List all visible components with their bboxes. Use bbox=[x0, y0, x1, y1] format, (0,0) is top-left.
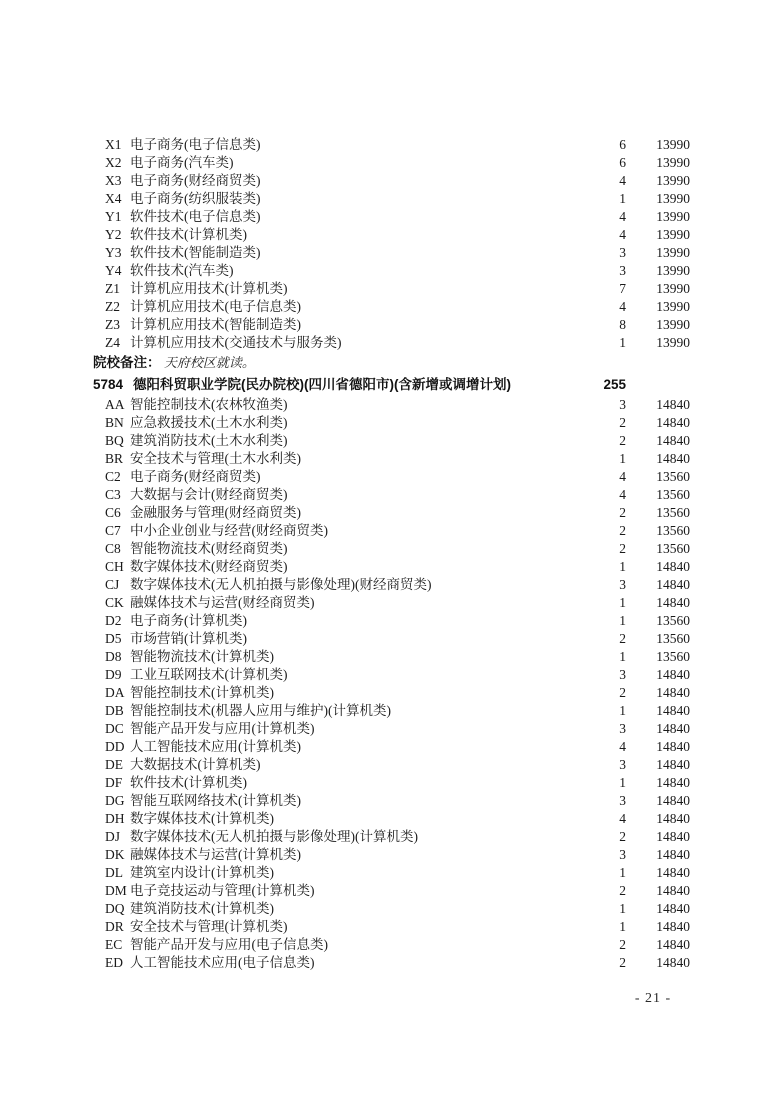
major-rows-continued bbox=[105, 136, 690, 352]
major-code: Z2 bbox=[105, 299, 120, 314]
plan-count: 6 bbox=[619, 137, 626, 152]
major-code: DC bbox=[105, 721, 124, 736]
plan-count: 3 bbox=[619, 577, 626, 592]
college-header-spacer bbox=[626, 375, 690, 395]
major-row bbox=[105, 432, 690, 450]
major-row bbox=[105, 316, 690, 334]
tuition-fee: 14840 bbox=[656, 793, 690, 808]
plan-count: 4 bbox=[619, 173, 626, 188]
major-name: 电子商务(财经商贸类) bbox=[130, 173, 261, 188]
tuition-fee: 13560 bbox=[656, 523, 690, 538]
college-note bbox=[93, 353, 690, 372]
plan-count: 1 bbox=[619, 649, 626, 664]
tuition-fee: 13560 bbox=[656, 613, 690, 628]
plan-count: 2 bbox=[619, 883, 626, 898]
plan-count: 2 bbox=[619, 955, 626, 970]
major-row bbox=[105, 828, 690, 846]
major-code: D8 bbox=[105, 649, 122, 664]
major-name: 软件技术(电子信息类) bbox=[130, 209, 261, 224]
major-code: DE bbox=[105, 757, 123, 772]
major-row bbox=[105, 900, 690, 918]
major-code: Y2 bbox=[105, 227, 122, 242]
major-name: 应急救援技术(土木水利类) bbox=[130, 415, 288, 430]
plan-count: 3 bbox=[619, 721, 626, 736]
major-code: X3 bbox=[105, 173, 122, 188]
tuition-fee: 13560 bbox=[656, 631, 690, 646]
plan-section-college-5784 bbox=[93, 375, 690, 972]
major-row bbox=[105, 918, 690, 936]
major-code: Z1 bbox=[105, 281, 120, 296]
plan-count: 6 bbox=[619, 155, 626, 170]
plan-count: 1 bbox=[619, 613, 626, 628]
major-code: C3 bbox=[105, 487, 121, 502]
major-name: 安全技术与管理(计算机类) bbox=[130, 919, 288, 934]
major-row bbox=[105, 190, 690, 208]
major-row bbox=[105, 208, 690, 226]
major-name: 建筑室内设计(计算机类) bbox=[130, 865, 274, 880]
tuition-fee: 13990 bbox=[656, 317, 690, 332]
tuition-fee: 13990 bbox=[656, 263, 690, 278]
tuition-fee: 14840 bbox=[656, 685, 690, 700]
plan-count: 2 bbox=[619, 829, 626, 844]
plan-count: 4 bbox=[619, 487, 626, 502]
major-name: 安全技术与管理(土木水利类) bbox=[130, 451, 301, 466]
major-name: 智能控制技术(计算机类) bbox=[130, 685, 274, 700]
tuition-fee: 14840 bbox=[656, 667, 690, 682]
plan-count: 1 bbox=[619, 595, 626, 610]
major-code: BR bbox=[105, 451, 124, 466]
tuition-fee: 13560 bbox=[656, 469, 690, 484]
major-row bbox=[105, 334, 690, 352]
major-code: DF bbox=[105, 775, 123, 790]
plan-count: 2 bbox=[619, 541, 626, 556]
plan-count: 4 bbox=[619, 209, 626, 224]
plan-count: 3 bbox=[619, 757, 626, 772]
plan-count: 2 bbox=[619, 415, 626, 430]
tuition-fee: 13990 bbox=[656, 227, 690, 242]
tuition-fee: 14840 bbox=[656, 721, 690, 736]
major-name: 数字媒体技术(财经商贸类) bbox=[130, 559, 288, 574]
major-row bbox=[105, 684, 690, 702]
plan-count: 1 bbox=[619, 901, 626, 916]
plan-count: 7 bbox=[619, 281, 626, 296]
plan-count: 3 bbox=[619, 397, 626, 412]
major-name: 电子商务(纺织服装类) bbox=[130, 191, 261, 206]
major-code: DJ bbox=[105, 829, 121, 844]
tuition-fee: 14840 bbox=[656, 865, 690, 880]
tuition-fee: 14840 bbox=[656, 451, 690, 466]
major-name: 中小企业创业与经营(财经商贸类) bbox=[130, 523, 328, 538]
major-code: DG bbox=[105, 793, 125, 808]
major-code: X1 bbox=[105, 137, 122, 152]
tuition-fee: 13990 bbox=[656, 299, 690, 314]
major-row bbox=[105, 450, 690, 468]
major-name: 建筑消防技术(计算机类) bbox=[130, 901, 274, 916]
plan-count: 1 bbox=[619, 703, 626, 718]
tuition-fee: 13990 bbox=[656, 155, 690, 170]
tuition-fee: 14840 bbox=[656, 739, 690, 754]
tuition-fee: 14840 bbox=[656, 595, 690, 610]
major-name: 计算机应用技术(电子信息类) bbox=[130, 299, 301, 314]
college-code: 5784 bbox=[93, 377, 124, 392]
plan-count: 1 bbox=[619, 559, 626, 574]
tuition-fee: 13990 bbox=[656, 335, 690, 350]
major-code: CJ bbox=[105, 577, 120, 592]
major-row bbox=[105, 612, 690, 630]
major-code: Z3 bbox=[105, 317, 120, 332]
plan-table bbox=[93, 136, 690, 972]
major-code: C7 bbox=[105, 523, 121, 538]
major-name: 智能产品开发与应用(计算机类) bbox=[130, 721, 315, 736]
plan-count: 2 bbox=[619, 523, 626, 538]
plan-count: 2 bbox=[619, 433, 626, 448]
major-code: D2 bbox=[105, 613, 122, 628]
major-name: 人工智能技术应用(电子信息类) bbox=[130, 955, 315, 970]
tuition-fee: 13560 bbox=[656, 487, 690, 502]
tuition-fee: 14840 bbox=[656, 811, 690, 826]
major-code: X4 bbox=[105, 191, 122, 206]
major-row bbox=[105, 226, 690, 244]
major-name: 大数据与会计(财经商贸类) bbox=[130, 487, 288, 502]
major-row bbox=[105, 954, 690, 972]
major-code: DA bbox=[105, 685, 125, 700]
major-row bbox=[105, 540, 690, 558]
tuition-fee: 13560 bbox=[656, 541, 690, 556]
major-row bbox=[105, 136, 690, 154]
plan-count: 8 bbox=[619, 317, 626, 332]
plan-count: 4 bbox=[619, 227, 626, 242]
major-name: 融媒体技术与运营(财经商贸类) bbox=[130, 595, 315, 610]
major-code: C2 bbox=[105, 469, 121, 484]
major-row bbox=[105, 756, 690, 774]
tuition-fee: 14840 bbox=[656, 703, 690, 718]
plan-count: 3 bbox=[619, 263, 626, 278]
major-name: 智能控制技术(机器人应用与维护)(计算机类) bbox=[130, 703, 391, 718]
college-total-count: 255 bbox=[603, 377, 626, 392]
major-code: DQ bbox=[105, 901, 125, 916]
tuition-fee: 14840 bbox=[656, 775, 690, 790]
major-code: Z4 bbox=[105, 335, 120, 350]
major-row bbox=[105, 414, 690, 432]
major-name: 大数据技术(计算机类) bbox=[130, 757, 261, 772]
major-name: 人工智能技术应用(计算机类) bbox=[130, 739, 301, 754]
major-name: 数字媒体技术(计算机类) bbox=[130, 811, 274, 826]
plan-count: 1 bbox=[619, 919, 626, 934]
major-name: 计算机应用技术(计算机类) bbox=[130, 281, 288, 296]
tuition-fee: 13560 bbox=[656, 649, 690, 664]
major-name: 电子商务(电子信息类) bbox=[130, 137, 261, 152]
plan-count: 1 bbox=[619, 335, 626, 350]
major-row bbox=[105, 280, 690, 298]
major-row bbox=[105, 738, 690, 756]
college-note-text: 天府校区就读。 bbox=[163, 355, 255, 370]
plan-count: 1 bbox=[619, 865, 626, 880]
major-code: CH bbox=[105, 559, 124, 574]
plan-count: 1 bbox=[619, 191, 626, 206]
plan-count: 3 bbox=[619, 667, 626, 682]
major-row bbox=[105, 702, 690, 720]
tuition-fee: 14840 bbox=[656, 397, 690, 412]
major-name: 数字媒体技术(无人机拍摄与影像处理)(财经商贸类) bbox=[130, 577, 432, 592]
major-row bbox=[105, 846, 690, 864]
plan-count: 3 bbox=[619, 793, 626, 808]
major-name: 智能物流技术(计算机类) bbox=[130, 649, 274, 664]
major-name: 软件技术(汽车类) bbox=[130, 263, 234, 278]
tuition-fee: 14840 bbox=[656, 919, 690, 934]
major-row bbox=[105, 936, 690, 954]
major-code: X2 bbox=[105, 155, 122, 170]
major-name: 智能物流技术(财经商贸类) bbox=[130, 541, 288, 556]
major-row bbox=[105, 504, 690, 522]
major-code: Y1 bbox=[105, 209, 122, 224]
major-row bbox=[105, 172, 690, 190]
major-name: 软件技术(计算机类) bbox=[130, 775, 247, 790]
plan-count: 2 bbox=[619, 631, 626, 646]
tuition-fee: 14840 bbox=[656, 955, 690, 970]
tuition-fee: 14840 bbox=[656, 937, 690, 952]
major-code: Y4 bbox=[105, 263, 122, 278]
page-number: - 21 - bbox=[634, 991, 672, 1006]
major-name: 计算机应用技术(智能制造类) bbox=[130, 317, 301, 332]
major-code: BN bbox=[105, 415, 124, 430]
major-code: DB bbox=[105, 703, 124, 718]
major-row bbox=[105, 522, 690, 540]
major-name: 计算机应用技术(交通技术与服务类) bbox=[130, 335, 342, 350]
tuition-fee: 14840 bbox=[656, 577, 690, 592]
major-code: ED bbox=[105, 955, 123, 970]
major-row bbox=[105, 468, 690, 486]
major-row bbox=[105, 666, 690, 684]
major-code: EC bbox=[105, 937, 123, 952]
plan-count: 2 bbox=[619, 505, 626, 520]
major-name: 智能控制技术(农林牧渔类) bbox=[130, 397, 288, 412]
major-name: 电子商务(汽车类) bbox=[130, 155, 234, 170]
tuition-fee: 14840 bbox=[656, 433, 690, 448]
major-row bbox=[105, 864, 690, 882]
tuition-fee: 13990 bbox=[656, 245, 690, 260]
plan-count: 3 bbox=[619, 245, 626, 260]
tuition-fee: 13990 bbox=[656, 209, 690, 224]
tuition-fee: 13990 bbox=[656, 281, 690, 296]
major-code: Y3 bbox=[105, 245, 122, 260]
plan-count: 4 bbox=[619, 299, 626, 314]
major-name: 工业互联网技术(计算机类) bbox=[130, 667, 288, 682]
plan-section-continued bbox=[93, 136, 690, 372]
major-code: DR bbox=[105, 919, 124, 934]
major-row bbox=[105, 154, 690, 172]
major-name: 市场营销(计算机类) bbox=[130, 631, 247, 646]
major-code: DM bbox=[105, 883, 127, 898]
major-row bbox=[105, 810, 690, 828]
college-name: 德阳科贸职业学院(民办院校)(四川省德阳市)(含新增或调增计划) bbox=[133, 377, 511, 392]
major-name: 软件技术(智能制造类) bbox=[130, 245, 261, 260]
plan-count: 4 bbox=[619, 811, 626, 826]
tuition-fee: 13990 bbox=[656, 191, 690, 206]
major-row bbox=[105, 882, 690, 900]
major-row bbox=[105, 244, 690, 262]
tuition-fee: 14840 bbox=[656, 757, 690, 772]
major-code: C6 bbox=[105, 505, 121, 520]
tuition-fee: 13990 bbox=[656, 137, 690, 152]
major-code: C8 bbox=[105, 541, 121, 556]
major-row bbox=[105, 298, 690, 316]
major-code: D5 bbox=[105, 631, 122, 646]
major-name: 建筑消防技术(土木水利类) bbox=[130, 433, 288, 448]
major-row bbox=[105, 792, 690, 810]
major-name: 智能互联网络技术(计算机类) bbox=[130, 793, 301, 808]
tuition-fee: 13560 bbox=[656, 505, 690, 520]
major-code: DL bbox=[105, 865, 123, 880]
major-code: DH bbox=[105, 811, 125, 826]
major-code: DK bbox=[105, 847, 125, 862]
college-note-label: 院校备注： bbox=[93, 355, 161, 370]
tuition-fee: 14840 bbox=[656, 883, 690, 898]
major-row bbox=[105, 630, 690, 648]
major-row bbox=[105, 486, 690, 504]
major-row bbox=[105, 262, 690, 280]
major-code: BQ bbox=[105, 433, 124, 448]
major-name: 电子竞技运动与管理(计算机类) bbox=[130, 883, 315, 898]
major-code: AA bbox=[105, 397, 125, 412]
tuition-fee: 14840 bbox=[656, 847, 690, 862]
major-code: CK bbox=[105, 595, 124, 610]
major-name: 融媒体技术与运营(计算机类) bbox=[130, 847, 301, 862]
tuition-fee: 14840 bbox=[656, 415, 690, 430]
major-row bbox=[105, 576, 690, 594]
major-code: DD bbox=[105, 739, 125, 754]
major-rows-college-5784 bbox=[105, 396, 690, 972]
plan-count: 2 bbox=[619, 685, 626, 700]
major-name: 智能产品开发与应用(电子信息类) bbox=[130, 937, 328, 952]
tuition-fee: 14840 bbox=[656, 559, 690, 574]
major-row bbox=[105, 720, 690, 738]
major-name: 电子商务(财经商贸类) bbox=[130, 469, 261, 484]
major-row bbox=[105, 594, 690, 612]
tuition-fee: 14840 bbox=[656, 829, 690, 844]
major-row bbox=[105, 774, 690, 792]
major-name: 数字媒体技术(无人机拍摄与影像处理)(计算机类) bbox=[130, 829, 418, 844]
plan-count: 1 bbox=[619, 451, 626, 466]
plan-count: 3 bbox=[619, 847, 626, 862]
major-row bbox=[105, 648, 690, 666]
major-row bbox=[105, 558, 690, 576]
tuition-fee: 14840 bbox=[656, 901, 690, 916]
major-code: D9 bbox=[105, 667, 122, 682]
plan-count: 1 bbox=[619, 775, 626, 790]
major-name: 金融服务与管理(财经商贸类) bbox=[130, 505, 301, 520]
plan-count: 4 bbox=[619, 739, 626, 754]
major-row bbox=[105, 396, 690, 414]
major-name: 软件技术(计算机类) bbox=[130, 227, 247, 242]
major-name: 电子商务(计算机类) bbox=[130, 613, 247, 628]
plan-count: 2 bbox=[619, 937, 626, 952]
plan-count: 4 bbox=[619, 469, 626, 484]
tuition-fee: 13990 bbox=[656, 173, 690, 188]
college-header bbox=[93, 375, 690, 395]
